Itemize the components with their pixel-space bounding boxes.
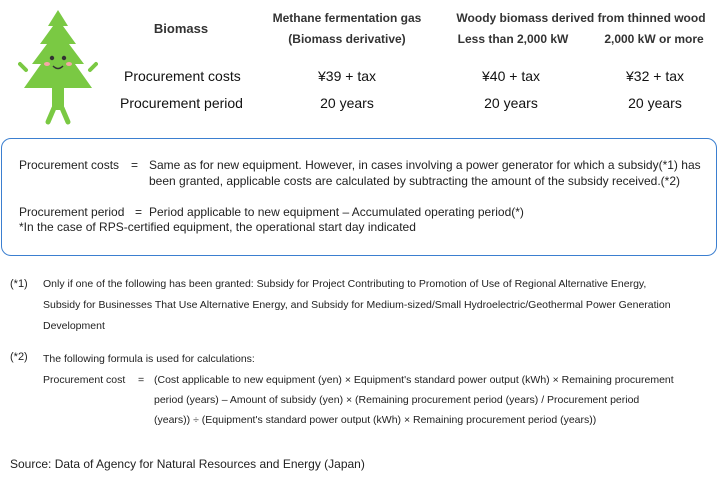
cell-woody-large-cost: ¥32 + tax <box>626 68 684 84</box>
footnote1-line: Subsidy for Businesses That Use Alternative Energy, and Subsidy for Medium-sized/Small Hydroelectric/Geothermal Power Generation <box>43 299 671 311</box>
woody-sub-header-large: 2,000 kW or more <box>604 32 704 46</box>
formula-line: (Cost applicable to new equipment (yen) × Equipment's standard power output (kWh) × Remaining procurement <box>154 374 674 386</box>
woody-sub-header-small: Less than 2,000 kW <box>457 32 569 46</box>
footnote2-eq: = <box>138 374 145 386</box>
box-costs-label: Procurement costs <box>19 158 120 172</box>
box-period-text: Period applicable to new equipment – Accumulated operating period(*) <box>149 205 524 219</box>
cell-woody-small-period: 20 years <box>484 95 538 111</box>
formula-line: (years)) ÷ (Equipment's standard power output (kWh) × Remaining procurement period (years)) <box>154 414 597 426</box>
methane-header: Methane fermentation gas <box>272 11 422 25</box>
formula-line: period (years) – Amount of subsidy (yen) × (Remaining procurement period (years) / Procurement period <box>154 394 640 406</box>
footnote1-marker: (*1) <box>10 278 28 290</box>
box-period-eq: = <box>135 205 143 219</box>
box-costs-line2: been granted, applicable costs are calculated by subtracting the amount of the subsidy received.(*2) <box>149 174 680 188</box>
footnote2-marker: (*2) <box>10 351 28 363</box>
row-label-period: Procurement period <box>120 95 243 111</box>
cell-woody-large-period: 20 years <box>628 95 682 111</box>
box-note: *In the case of RPS-certified equipment, the operational start day indicated <box>19 220 416 234</box>
tree-mascot-icon <box>18 8 98 126</box>
row-label-costs: Procurement costs <box>124 68 241 84</box>
definition-box <box>1 138 717 256</box>
box-costs-eq: = <box>131 158 139 172</box>
source-text: Source: Data of Agency for Natural Resources and Energy (Japan) <box>10 457 365 471</box>
box-costs-line1: Same as for new equipment. However, in cases involving a power generator for which a subsidy(*1) has <box>149 158 701 172</box>
footnote2-intro: The following formula is used for calculations: <box>43 353 255 365</box>
cell-woody-small-cost: ¥40 + tax <box>482 68 540 84</box>
cell-methane-period: 20 years <box>320 95 374 111</box>
box-period-label: Procurement period <box>19 205 125 219</box>
woody-header: Woody biomass derived from thinned wood <box>456 11 706 25</box>
footnote2-label: Procurement cost <box>43 374 126 386</box>
cell-methane-cost: ¥39 + tax <box>318 68 376 84</box>
biomass-header: Biomass <box>153 21 209 36</box>
footnote1-line: Only if one of the following has been granted: Subsidy for Project Contributing to Promotion of Use of Regional Alternative Energy, <box>43 278 647 290</box>
footnote1-line: Development <box>43 320 105 332</box>
methane-header-sub: (Biomass derivative) <box>288 32 406 46</box>
